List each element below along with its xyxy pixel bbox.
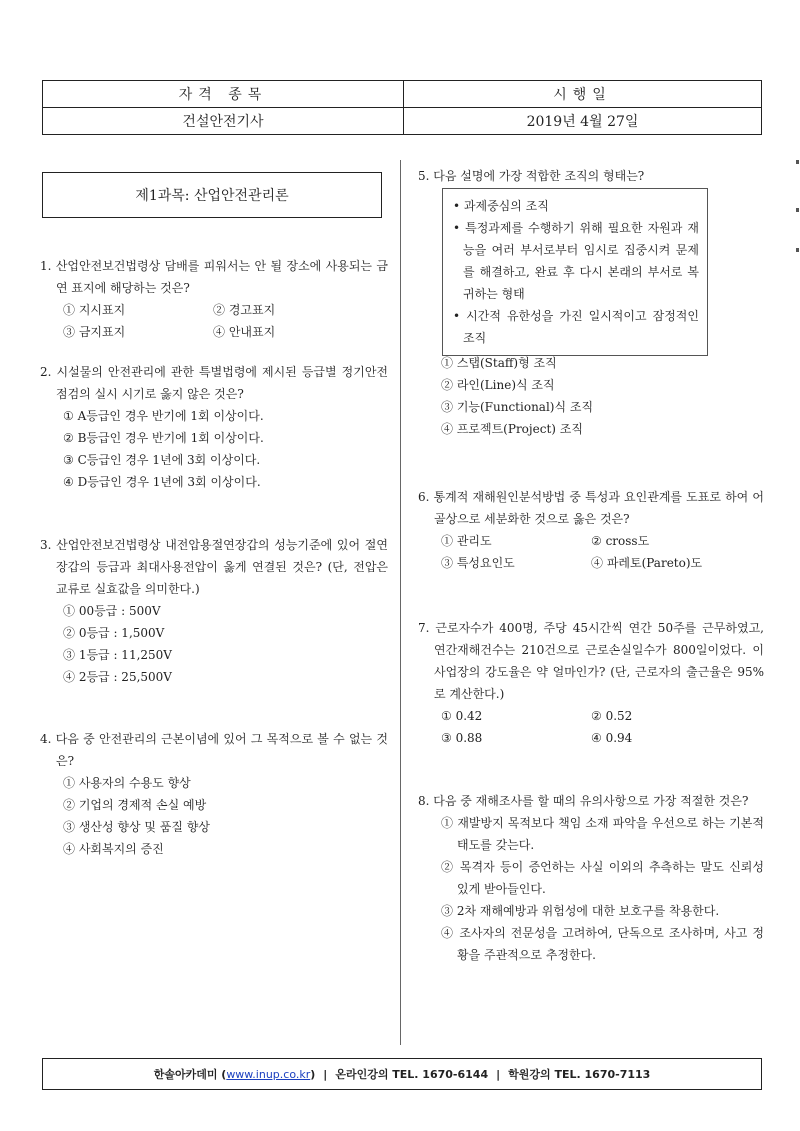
footer-academy: 한솔아카데미 ( bbox=[153, 1068, 227, 1081]
question-4-choice-2[interactable]: ② 기업의 경제적 손실 예방 bbox=[63, 798, 207, 812]
question-4-choice-3[interactable]: ③ 생산성 향상 및 품질 향상 bbox=[63, 820, 210, 834]
question-1-stem: 1. 산업안전보건법령상 담배를 피워서는 안 될 장소에 사용되는 금연 표지에 해당하는 것은? bbox=[40, 259, 388, 295]
subject-title-box bbox=[42, 172, 382, 218]
question-1-choice-3[interactable]: ③ 금지표지 bbox=[63, 325, 126, 339]
footer-separator: | bbox=[496, 1067, 501, 1081]
question-3-choice-3[interactable]: ③ 1등급 : 11,250V bbox=[63, 648, 172, 662]
question-8 bbox=[418, 790, 764, 966]
question-7 bbox=[418, 617, 764, 749]
question-5-description-box bbox=[442, 188, 708, 356]
question-1-choice-2[interactable]: ② 경고표지 bbox=[213, 303, 276, 317]
question-2-choice-1[interactable]: ① A등급인 경우 반기에 1회 이상이다. bbox=[63, 409, 264, 423]
question-5-choice-1[interactable]: ① 스탭(Staff)형 조직 bbox=[441, 356, 557, 370]
question-6 bbox=[418, 486, 764, 574]
edge-mark bbox=[796, 160, 799, 164]
question-8-choice-1[interactable]: ① 재발방지 목적보다 책임 소재 파악을 우선으로 하는 기본적 태도를 갖는다. bbox=[441, 816, 764, 852]
header-table bbox=[42, 80, 762, 135]
footer-online-phone: 온라인강의 TEL. 1670-6144 bbox=[335, 1068, 489, 1081]
question-1-choice-1[interactable]: ① 지시표지 bbox=[63, 303, 126, 317]
question-2-choice-3[interactable]: ③ C등급인 경우 1년에 3회 이상이다. bbox=[63, 453, 261, 467]
question-1-choice-4[interactable]: ④ 안내표지 bbox=[213, 325, 276, 339]
question-8-choice-3[interactable]: ③ 2차 재해예방과 위험성에 대한 보호구를 착용한다. bbox=[441, 904, 720, 918]
question-3-choice-1[interactable]: ① 00등급 : 500V bbox=[63, 604, 161, 618]
question-5-choice-2[interactable]: ② 라인(Line)식 조직 bbox=[441, 378, 555, 392]
question-8-choice-4[interactable]: ④ 조사자의 전문성을 고려하여, 단독으로 조사하며, 사고 정황을 주관적으로 추정한다. bbox=[441, 926, 764, 962]
footer-offline-phone: 학원강의 TEL. 1670-7113 bbox=[508, 1068, 651, 1081]
question-6-choice-4[interactable]: ④ 파레토(Pareto)도 bbox=[591, 556, 703, 570]
footer-academy-close: ) bbox=[310, 1067, 316, 1081]
question-2 bbox=[40, 361, 388, 493]
subject-title: 제1과목: 산업안전관리론 bbox=[135, 188, 289, 204]
question-5-box-bullet: • 시간적 유한성을 가진 일시적이고 잠정적인 조직 bbox=[453, 309, 699, 345]
question-7-stem: 7. 근로자수가 400명, 주당 45시간씩 연간 50주를 근무하였고, 연간재해건수는 210건으로 근로손실일수가 800일이었다. 이 사업장의 강도율은 약 얼마인가? (단, 근로자의 출근율은 95%로 계산한다.) bbox=[418, 621, 764, 701]
question-5-box-bullet: • 특정과제를 수행하기 위해 필요한 자원과 재능을 여러 부서로부터 임시로 집중시켜 문제를 해결하고, 완료 후 다시 본래의 부서로 복귀하는 형태 bbox=[453, 221, 699, 301]
question-2-choice-2[interactable]: ② B등급인 경우 반기에 1회 이상이다. bbox=[63, 431, 264, 445]
question-6-choice-3[interactable]: ③ 특성요인도 bbox=[441, 556, 515, 570]
header-value-left: 건설안전기사 bbox=[43, 108, 404, 135]
question-3-choice-2[interactable]: ② 0등급 : 1,500V bbox=[63, 626, 165, 640]
question-5-choices bbox=[441, 352, 761, 440]
header-label-right: 시행일 bbox=[404, 81, 762, 108]
question-7-choice-4[interactable]: ④ 0.94 bbox=[591, 731, 633, 745]
question-6-stem: 6. 통계적 재해원인분석방법 중 특성과 요인관계를 도표로 하여 어골상으로 세분화한 것으로 옳은 것은? bbox=[418, 490, 764, 526]
question-4-choice-1[interactable]: ① 사용자의 수용도 향상 bbox=[63, 776, 191, 790]
question-7-choice-3[interactable]: ③ 0.88 bbox=[441, 731, 483, 745]
footer-website-link[interactable]: www.inup.co.kr bbox=[226, 1067, 311, 1081]
question-3-choice-4[interactable]: ④ 2등급 : 25,500V bbox=[63, 670, 172, 684]
question-5-choice-3[interactable]: ③ 기능(Functional)식 조직 bbox=[441, 400, 594, 414]
edge-mark bbox=[796, 208, 799, 212]
header-label-left: 자격 종목 bbox=[43, 81, 404, 108]
header-value-right: 2019년 4월 27일 bbox=[404, 108, 762, 135]
question-4-stem: 4. 다음 중 안전관리의 근본이념에 있어 그 목적으로 볼 수 없는 것은? bbox=[40, 732, 388, 768]
edge-mark bbox=[796, 248, 799, 252]
question-7-choice-1[interactable]: ① 0.42 bbox=[441, 709, 483, 723]
question-5-choice-4[interactable]: ④ 프로젝트(Project) 조직 bbox=[441, 422, 583, 436]
question-8-choice-2[interactable]: ② 목격자 등이 증언하는 사실 이외의 추측하는 말도 신뢰성 있게 받아들인다. bbox=[441, 860, 764, 896]
question-2-choice-4[interactable]: ④ D등급인 경우 1년에 3회 이상이다. bbox=[63, 475, 261, 489]
question-7-choice-2[interactable]: ② 0.52 bbox=[591, 709, 633, 723]
question-6-choice-2[interactable]: ② cross도 bbox=[591, 534, 650, 548]
question-8-stem: 8. 다음 중 재해조사를 할 때의 유의사항으로 가장 적절한 것은? bbox=[418, 794, 749, 808]
question-1 bbox=[40, 255, 388, 343]
question-2-stem: 2. 시설물의 안전관리에 관한 특별법령에 제시된 등급별 정기안전점검의 실시 시기로 옳지 않은 것은? bbox=[40, 365, 388, 401]
question-4-choice-4[interactable]: ④ 사회복지의 증진 bbox=[63, 842, 164, 856]
question-5-box-bullet: • 과제중심의 조직 bbox=[453, 199, 549, 213]
column-divider bbox=[400, 160, 401, 1045]
question-5 bbox=[418, 165, 764, 187]
footer-bar bbox=[42, 1058, 762, 1090]
question-4 bbox=[40, 728, 388, 860]
question-3 bbox=[40, 534, 388, 688]
footer-separator: | bbox=[323, 1067, 328, 1081]
question-6-choice-1[interactable]: ① 관리도 bbox=[441, 534, 492, 548]
question-5-stem: 5. 다음 설명에 가장 적합한 조직의 형태는? bbox=[418, 169, 645, 183]
question-3-stem: 3. 산업안전보건법령상 내전압용절연장갑의 성능기준에 있어 절연장갑의 등급과 최대사용전압이 옳게 연결된 것은? (단, 전압은 교류로 실효값을 의미한다.) bbox=[40, 538, 388, 596]
